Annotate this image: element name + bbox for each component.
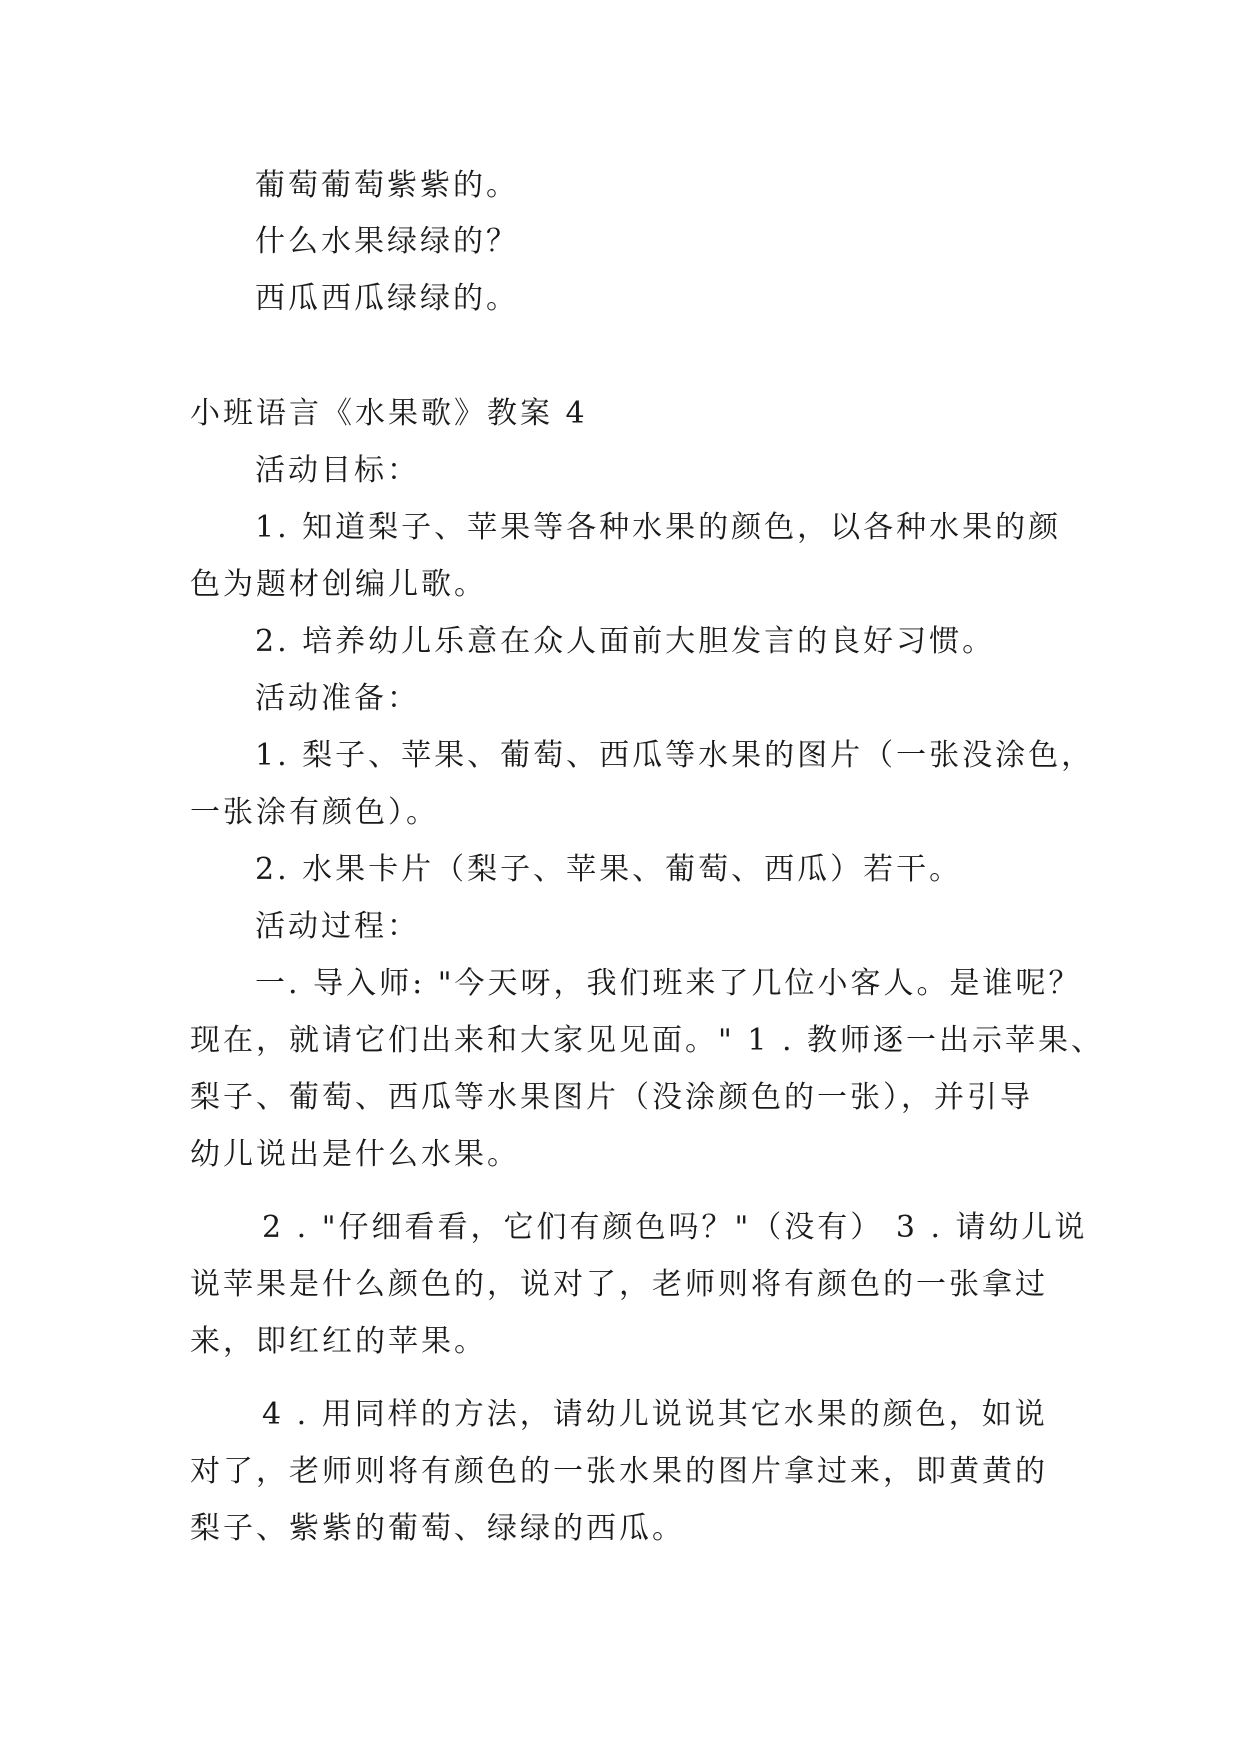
- poem-line: 西瓜西瓜绿绿的。: [255, 281, 519, 316]
- process-heading: 活动过程：: [255, 909, 420, 944]
- paragraph-line: 来，即红红的苹果。: [190, 1324, 487, 1359]
- paragraph-line: 一. 导入师: "今天呀，我们班来了几位小客人。是谁呢？: [255, 966, 1082, 1001]
- paragraph-line: 2. 水果卡片（梨子、苹果、葡萄、西瓜）若干。: [255, 852, 963, 887]
- paragraph-line: 1. 梨子、苹果、葡萄、西瓜等水果的图片（一张没涂色，: [255, 738, 1095, 773]
- paragraph-line: 幼儿说出是什么水果。: [190, 1137, 520, 1172]
- poem-line: 什么水果绿绿的？: [255, 224, 519, 259]
- section-title: 小班语言《水果歌》教案 4: [190, 396, 588, 431]
- paragraph-line: 说苹果是什么颜色的，说对了，老师则将有颜色的一张拿过: [190, 1267, 1048, 1302]
- paragraph-line: 对了，老师则将有颜色的一张水果的图片拿过来，即黄黄的: [190, 1454, 1048, 1489]
- goals-heading: 活动目标：: [255, 453, 420, 488]
- paragraph-line: 色为题材创编儿歌。: [190, 567, 487, 602]
- paragraph-line: 梨子、紫紫的葡萄、绿绿的西瓜。: [190, 1511, 685, 1546]
- poem-line: 葡萄葡萄紫紫的。: [255, 168, 519, 203]
- prep-heading: 活动准备：: [255, 681, 420, 716]
- paragraph-line: 一张涂有颜色）。: [190, 795, 439, 830]
- paragraph-line: 现在，就请它们出来和大家见见面。" 1 . 教师逐一出示苹果、: [190, 1023, 1105, 1058]
- paragraph-line: 1. 知道梨子、苹果等各种水果的颜色，以各种水果的颜: [255, 510, 1062, 545]
- paragraph-line: 4 . 用同样的方法，请幼儿说说其它水果的颜色，如说: [262, 1397, 1048, 1432]
- paragraph-line: 梨子、葡萄、西瓜等水果图片（没涂颜色的一张），并引导: [190, 1080, 1033, 1115]
- paragraph-line: 2. 培养幼儿乐意在众人面前大胆发言的良好习惯。: [255, 624, 996, 659]
- paragraph-line: 2 . "仔细看看，它们有颜色吗？"（没有） 3 . 请幼儿说: [262, 1210, 1088, 1245]
